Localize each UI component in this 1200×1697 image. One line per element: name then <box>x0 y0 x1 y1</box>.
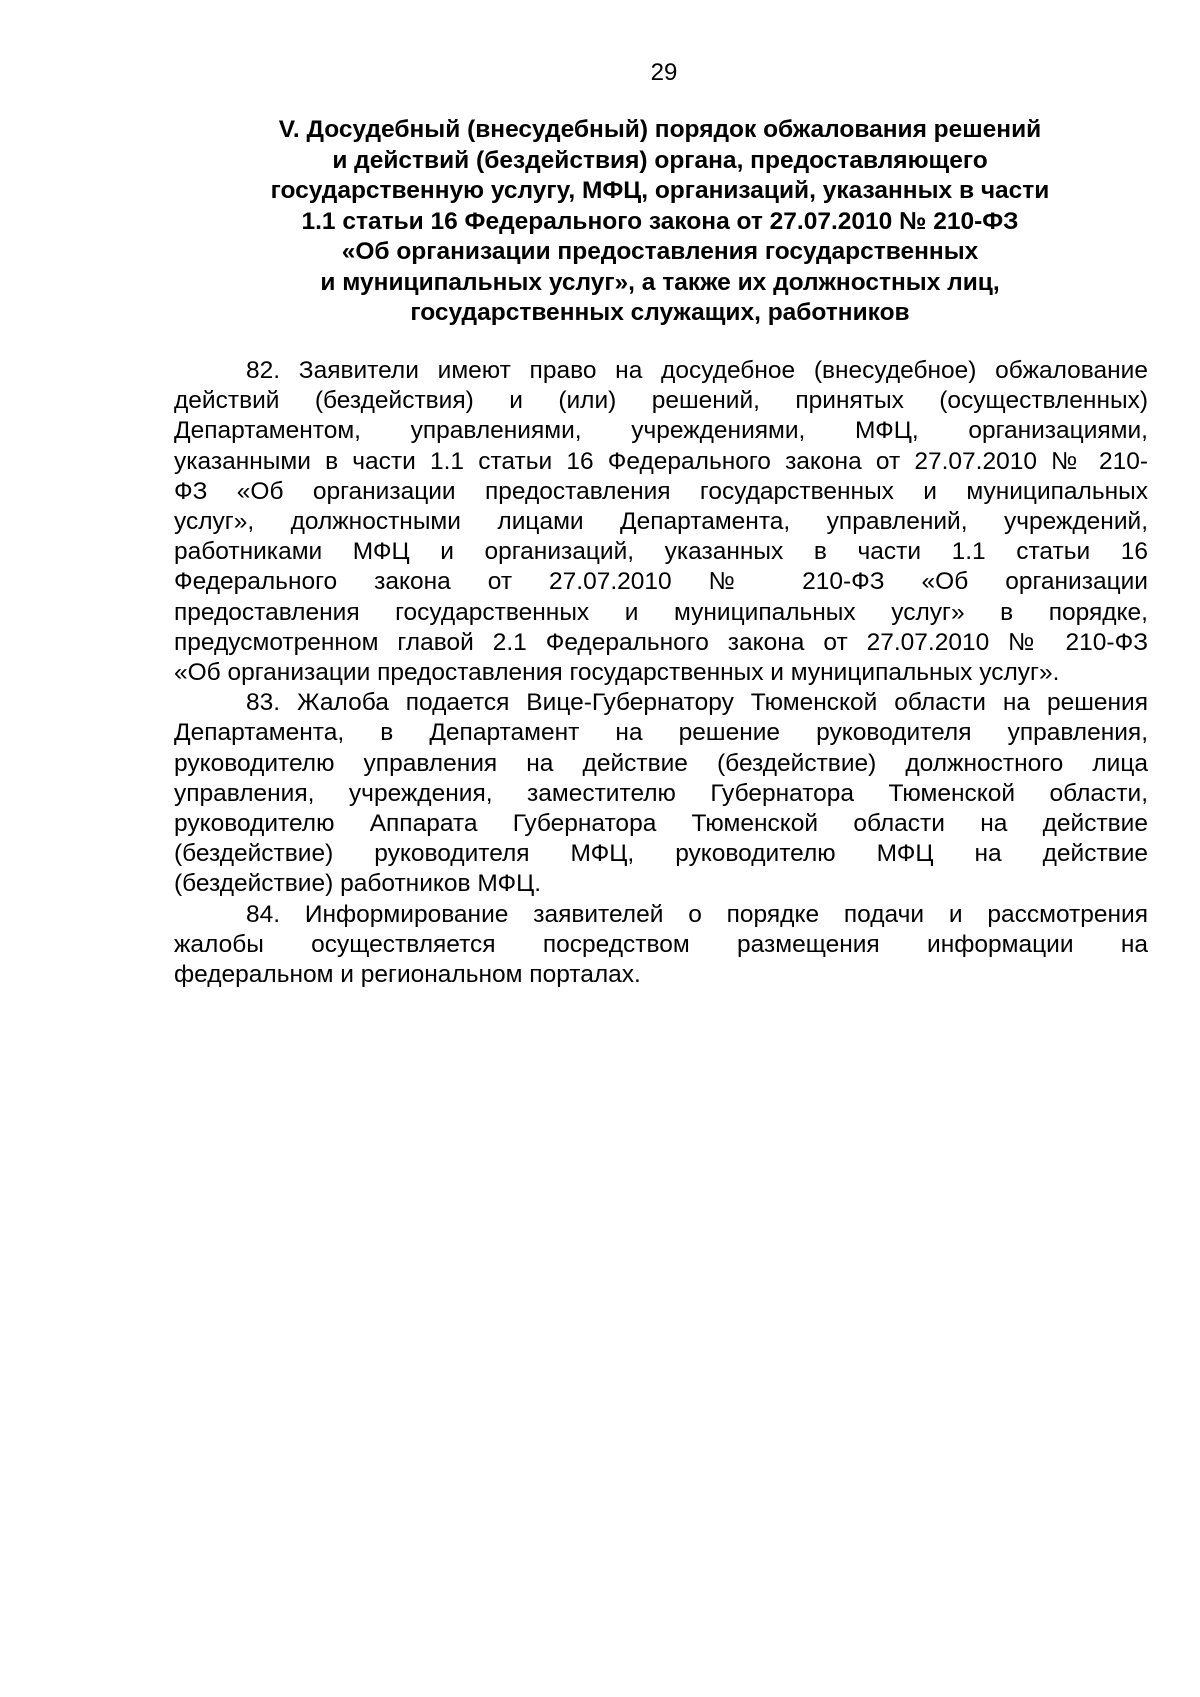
text-line: управления, учреждения, заместителю Губернатора Тюменской области, <box>174 779 1148 807</box>
text-line: (бездействие) руководителя МФЦ, руководителю МФЦ на действие <box>174 840 1148 868</box>
text-line: действий (бездействия) и (или) решений, принятых (осуществленных) <box>174 387 1148 415</box>
text-line: Департамента, в Департамент на решение руководителя управления, <box>174 719 1148 747</box>
paragraph-82 <box>174 356 1148 688</box>
text-line: указанными в части 1.1 статьи 16 Федерального закона от 27.07.2010 № 210- <box>174 447 1148 475</box>
text-line: 82. Заявители имеют право на досудебное (внесудебное) обжалование <box>246 357 1148 384</box>
text-line: жалобы осуществляется посредством размещения информации на <box>174 930 1148 958</box>
heading-line: 1.1 статьи 16 Федерального закона от 27.07.2010 № 210-ФЗ <box>301 207 1019 235</box>
heading-line: государственных служащих, работников <box>410 299 910 326</box>
text-line: 84. Информирование заявителей о порядке подачи и рассмотрения <box>246 900 1148 928</box>
text-line: 83. Жалоба подается Вице-Губернатору Тюменской области на решения <box>246 689 1148 717</box>
text-line: Федерального закона от 27.07.2010 № 210-ФЗ «Об организации <box>174 568 1148 596</box>
text-line: предусмотренном главой 2.1 Федерального закона от 27.07.2010 № 210-ФЗ <box>174 628 1148 656</box>
text-line: услуг», должностными лицами Департамента, управлений, учреждений, <box>174 508 1148 536</box>
paragraph-83 <box>174 688 1148 899</box>
text-line: (бездействие) работников МФЦ. <box>174 870 542 898</box>
heading-line: и муниципальных услуг», а также их должностных лиц, <box>320 268 1000 296</box>
heading-line: «Об организации предоставления государственных <box>341 238 979 265</box>
text-line: руководителю Аппарата Губернатора Тюменской области на действие <box>174 810 1148 838</box>
text-line: Департаментом, управлениями, учреждениями, МФЦ, организациями, <box>174 417 1148 445</box>
heading-line: государственную услугу, МФЦ, организаций, указанных в части <box>270 177 1050 204</box>
text-line: ФЗ «Об организации предоставления государственных и муниципальных <box>174 477 1148 505</box>
text-line: «Об организации предоставления государственных и муниципальных услуг». <box>174 659 1060 687</box>
heading-line: и действий (бездействия) органа, предоставляющего <box>332 146 988 174</box>
page-number: 29 <box>650 59 678 86</box>
paragraph-84 <box>174 900 1148 991</box>
heading-line: V. Досудебный (внесудебный) порядок обжалования решений <box>278 116 1042 143</box>
text-line: федеральном и региональном порталах. <box>174 961 641 989</box>
section-heading <box>180 115 1140 329</box>
document-body <box>174 356 1148 990</box>
text-line: работниками МФЦ и организаций, указанных в части 1.1 статьи 16 <box>174 538 1148 566</box>
text-line: руководителю управления на действие (бездействие) должностного лица <box>174 749 1148 777</box>
text-line: предоставления государственных и муниципальных услуг» в порядке, <box>174 598 1148 626</box>
